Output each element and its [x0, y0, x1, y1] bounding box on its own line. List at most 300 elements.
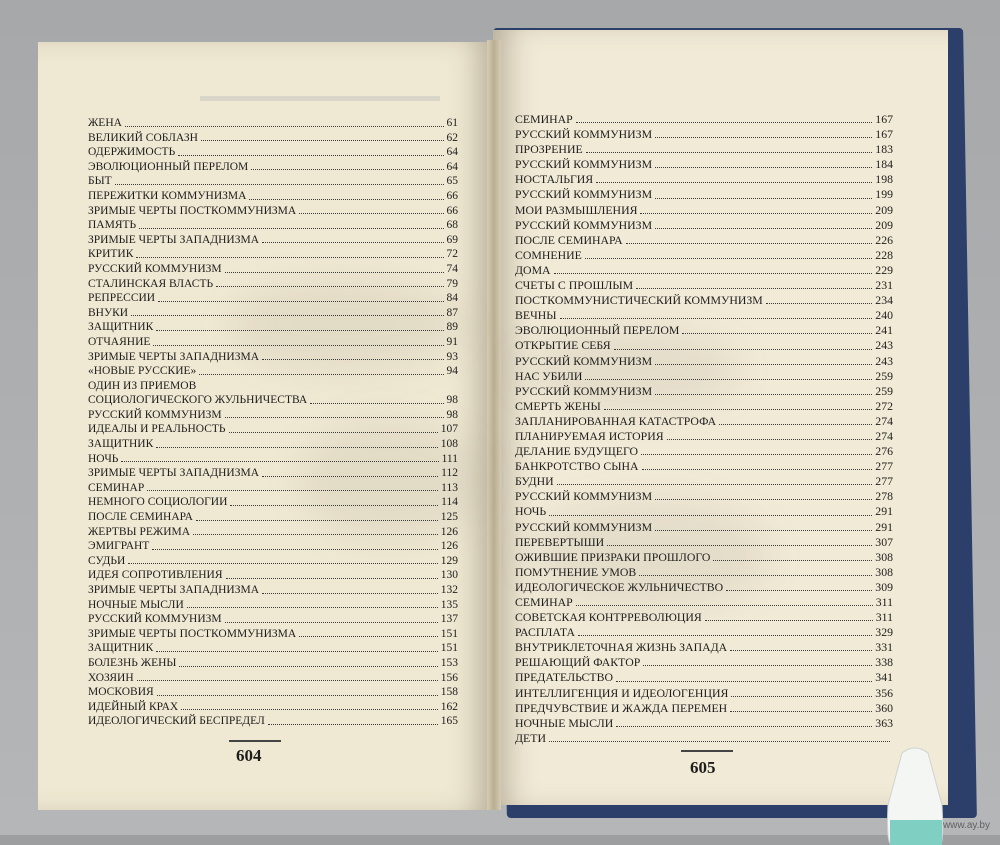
toc-entry-page: 231 [875, 278, 893, 293]
toc-entry [88, 714, 458, 729]
toc-entry-page: 183 [875, 142, 893, 157]
toc-entry-title: ПЛАНИРУЕМАЯ ИСТОРИЯ [515, 428, 664, 443]
toc-leader-dots [655, 219, 872, 229]
toc-entry-page: 151 [440, 627, 458, 640]
toc-entry-title: СЕМИНАР [88, 481, 145, 494]
toc-leader-dots [596, 173, 872, 183]
toc-entry-title: РАСПЛАТА [515, 625, 575, 640]
toc-entry [515, 429, 893, 444]
toc-entry-title: ПОМУТНЕНИЕ УМОВ [515, 564, 637, 579]
toc-entry-page: 311 [875, 610, 893, 625]
toc-entry-title: РУССКИЙ КОММУНИЗМ [515, 157, 653, 172]
toc-entry-page: 331 [875, 640, 893, 655]
toc-entry-title: НОЧЬ [88, 452, 119, 465]
toc-entry-page: 341 [875, 670, 893, 685]
toc-leader-dots [616, 672, 872, 682]
toc-entry-page: 79 [446, 277, 458, 290]
toc-leader-dots [131, 306, 443, 316]
toc-entry-title: РУССКИЙ КОММУНИЗМ [515, 217, 653, 232]
toc-entry-title: ИДЕЙНЫЙ КРАХ [88, 700, 179, 713]
toc-entry-page: 311 [875, 595, 893, 609]
toc-entry [88, 481, 458, 496]
toc-entry [515, 308, 893, 323]
toc-entry [515, 323, 893, 338]
toc-entry-page: 360 [875, 700, 893, 715]
toc-leader-dots [201, 131, 444, 141]
toc-entry-page: 132 [440, 584, 458, 596]
toc-entry-page: 363 [875, 715, 893, 730]
toc-entry-page: 126 [440, 540, 458, 553]
toc-leader-dots [225, 613, 438, 623]
toc-leader-dots [249, 190, 443, 200]
toc-leader-dots [128, 554, 437, 564]
toc-leader-dots [158, 292, 443, 302]
toc-entry-title: СОМНЕНИЕ [515, 247, 582, 262]
toc-entry-page: 259 [875, 368, 893, 383]
toc-entry-page: 113 [441, 481, 458, 494]
toc-entry-page: 338 [875, 655, 893, 670]
toc-entry [515, 157, 893, 172]
toc-leader-dots [713, 551, 872, 561]
toc-entry-page: 112 [441, 467, 458, 480]
toc-leader-dots [178, 146, 443, 156]
toc-entry [88, 466, 458, 481]
toc-leader-dots [136, 248, 443, 258]
toc-leader-dots [262, 584, 438, 594]
toc-entry-page: 62 [446, 131, 458, 144]
toc-entry-page: 228 [875, 247, 893, 262]
toc-entry-title: СОВЕТСКАЯ КОНТРРЕВОЛЮЦИЯ [515, 610, 702, 625]
toc-leader-dots [125, 117, 444, 127]
toc-entry-page: 240 [875, 308, 893, 323]
toc-entry-page: 89 [446, 321, 458, 334]
toc-entry [515, 248, 893, 263]
toc-entry-page: 356 [875, 685, 893, 700]
toc-entry [88, 641, 458, 656]
toc-entry [88, 612, 458, 627]
toc-right-list [515, 112, 893, 746]
toc-leader-dots [655, 189, 872, 199]
toc-entry-title: ОТКРЫТИЕ СЕБЯ [515, 338, 611, 353]
toc-entry-page: 74 [446, 262, 458, 275]
toc-entry [515, 338, 893, 353]
toc-entry-page: 229 [875, 262, 893, 277]
toc-entry-title: ПОСЛЕ СЕМИНАРА [88, 511, 193, 524]
toc-entry-title: ЗРИМЫЕ ЧЕРТЫ ПОСТКОММУНИЗМА [88, 204, 297, 217]
toc-entry-title: СУДЬИ [88, 554, 126, 567]
toc-leader-dots [642, 460, 873, 470]
toc-entry [515, 580, 893, 595]
toc-entry [88, 116, 458, 131]
toc-entry-page: 307 [875, 534, 893, 549]
toc-leader-dots [640, 204, 872, 214]
toc-entry [88, 685, 458, 700]
toc-entry-title: РУССКИЙ КОММУНИЗМ [515, 489, 653, 504]
toc-entry [515, 142, 893, 157]
toc-entry [88, 656, 458, 671]
toc-leader-dots [147, 481, 438, 491]
toc-entry [515, 444, 893, 459]
toc-leader-dots [229, 423, 438, 433]
right-page-number: 605 [690, 758, 716, 777]
toc-entry-title: НЕМНОГО СОЦИОЛОГИИ [88, 496, 228, 509]
toc-entry-page: 156 [440, 671, 458, 684]
toc-entry-title: ДЕТИ [515, 730, 546, 745]
toc-leader-dots [705, 611, 873, 621]
toc-entry-title: РУССКИЙ КОММУНИЗМ [515, 127, 653, 142]
toc-entry-title: БОЛЕЗНЬ ЖЕНЫ [88, 656, 177, 669]
toc-entry [88, 437, 458, 452]
toc-entry [88, 598, 458, 613]
toc-entry [88, 379, 458, 394]
toc-leader-dots [262, 233, 443, 243]
toc-entry-title: ПЕРЕВЕРТЫШИ [515, 534, 605, 549]
toc-leader-dots [137, 671, 438, 681]
toc-entry-title: ПРОЗРЕНИЕ [515, 142, 583, 157]
toc-entry-page: 137 [440, 613, 458, 626]
toc-leader-dots [626, 234, 873, 244]
toc-entry [88, 627, 458, 642]
toc-left-list [88, 116, 458, 729]
toc-entry-title: ЗАЩИТНИК [88, 642, 154, 655]
toc-entry [88, 247, 458, 262]
toc-entry-title: ЭВОЛЮЦИОННЫЙ ПЕРЕЛОМ [515, 323, 680, 338]
toc-entry-page: 199 [875, 187, 893, 202]
toc-entry-title: ВНУКИ [88, 306, 129, 319]
toc-entry-page: 94 [446, 365, 458, 378]
toc-entry-page: 241 [875, 323, 893, 338]
toc-entry [88, 539, 458, 554]
toc-entry [515, 414, 893, 429]
toc-entry [515, 504, 893, 519]
toc-entry-title: ПАМЯТЬ [88, 219, 137, 232]
toc-leader-dots [730, 702, 872, 712]
toc-entry-title: ХОЗЯИН [88, 671, 134, 684]
toc-entry-title: ИНТЕЛЛИГЕНЦИЯ И ИДЕОЛОГЕНЦИЯ [515, 685, 729, 700]
toc-entry-title: ОДИН ИЗ ПРИЕМОВ [88, 379, 197, 392]
toc-entry-title: ЗРИМЫЕ ЧЕРТЫ ЗАПАДНИЗМА [88, 233, 260, 246]
toc-entry [88, 218, 458, 233]
toc-entry-page: 308 [875, 549, 893, 564]
toc-leader-dots [549, 506, 872, 516]
toc-entry-title: РУССКИЙ КОММУНИЗМ [515, 519, 653, 534]
toc-entry [515, 187, 893, 202]
toc-leader-dots [614, 340, 873, 350]
toc-leader-dots [731, 687, 872, 697]
toc-leader-dots [115, 175, 444, 185]
toc-leader-dots [560, 309, 873, 319]
toc-entry-title: ЗРИМЫЕ ЧЕРТЫ ЗАПАДНИЗМА [88, 350, 260, 363]
toc-entry-title: СМЕРТЬ ЖЕНЫ [515, 398, 601, 413]
toc-leader-dots [655, 490, 872, 500]
toc-entry-page: 61 [446, 117, 458, 129]
page-number-rule [229, 740, 281, 742]
toc-entry [88, 160, 458, 175]
toc-entry-page: 93 [446, 350, 458, 363]
toc-entry-title: РЕПРЕССИИ [88, 292, 156, 305]
toc-entry-title: ВНУТРИКЛЕТОЧНАЯ ЖИЗНЬ ЗАПАДА [515, 640, 728, 655]
toc-entry-title: БУДНИ [515, 474, 554, 489]
toc-entry [515, 459, 893, 474]
toc-entry-title: ВЕЛИКИЙ СОБЛАЗН [88, 131, 198, 144]
toc-leader-dots [196, 511, 438, 521]
toc-entry [88, 510, 458, 525]
toc-entry-page: 114 [441, 496, 458, 509]
toc-leader-dots [585, 249, 872, 259]
toc-leader-dots [576, 596, 873, 606]
toc-entry-page: 165 [440, 715, 458, 728]
toc-entry-page: 277 [875, 474, 893, 489]
toc-leader-dots [268, 715, 438, 725]
toc-entry-page: 274 [875, 413, 893, 428]
toc-entry [88, 204, 458, 219]
toc-entry [515, 203, 893, 218]
toc-entry [88, 452, 458, 467]
toc-leader-dots [262, 467, 438, 477]
toc-entry-title: ДОМА [515, 262, 551, 277]
toc-leader-dots [655, 355, 872, 365]
watermark-text: www.ay.by [942, 820, 990, 831]
toc-leader-dots [641, 445, 872, 455]
toc-entry [88, 554, 458, 569]
toc-leader-dots [153, 336, 443, 346]
toc-entry-title: РУССКИЙ КОММУНИЗМ [88, 613, 222, 626]
toc-entry-page: 272 [875, 398, 893, 413]
toc-leader-dots [667, 430, 873, 440]
toc-leader-dots [554, 264, 873, 274]
toc-leader-dots [578, 626, 872, 636]
toc-entry-title: РУССКИЙ КОММУНИЗМ [515, 187, 653, 202]
toc-entry-page: 135 [440, 598, 458, 611]
toc-entry-title: СЕМИНАР [515, 112, 573, 126]
toc-entry [88, 291, 458, 306]
toc-leader-dots [604, 400, 873, 410]
toc-leader-dots [226, 569, 438, 579]
toc-leader-dots [216, 277, 443, 287]
toc-entry-title: НОСТАЛЬГИЯ [515, 172, 594, 187]
toc-entry [515, 474, 893, 489]
toc-entry-page: 72 [446, 248, 458, 261]
toc-leader-dots [230, 496, 438, 506]
toc-leader-dots [655, 385, 872, 395]
toc-entry [88, 350, 458, 365]
toc-entry-title: МОИ РАЗМЫШЛЕНИЯ [515, 202, 638, 217]
tube-cap-icon [880, 745, 950, 845]
toc-entry [515, 293, 893, 308]
toc-entry-page: 308 [875, 564, 893, 579]
toc-entry [88, 495, 458, 510]
toc-leader-dots [585, 370, 872, 380]
toc-entry-title: ИДЕОЛОГИЧЕСКОЕ ЖУЛЬНИЧЕСТВО [515, 579, 724, 594]
toc-leader-dots [139, 219, 443, 229]
toc-entry [88, 393, 458, 408]
toc-entry-page: 98 [446, 394, 458, 407]
toc-leader-dots [557, 475, 873, 485]
toc-leader-dots [179, 657, 437, 667]
toc-entry-title: СЕМИНАР [515, 595, 573, 609]
toc-entry [515, 565, 893, 580]
toc-entry [88, 306, 458, 321]
toc-leader-dots [616, 717, 872, 727]
toc-entry-page: 129 [440, 554, 458, 567]
toc-entry-title: ЭМИГРАНТ [88, 540, 150, 553]
toc-entry [515, 610, 893, 625]
toc-entry-title: ЗАПЛАНИРОВАННАЯ КАТАСТРОФА [515, 413, 717, 428]
toc-entry [515, 716, 893, 731]
toc-entry-title: РУССКИЙ КОММУНИЗМ [88, 262, 222, 275]
toc-entry [88, 408, 458, 423]
toc-entry-title: ДЕЛАНИЕ БУДУЩЕГО [515, 444, 639, 459]
toc-entry-page: 209 [875, 217, 893, 232]
toc-entry-page: 64 [446, 146, 458, 159]
toc-entry [515, 731, 893, 746]
toc-entry-title: НОЧНЫЕ МЫСЛИ [515, 715, 614, 730]
toc-entry-title: НОЧЬ [515, 504, 547, 519]
toc-entry [515, 625, 893, 640]
toc-entry [515, 384, 893, 399]
toc-entry-title: РУССКИЙ КОММУНИЗМ [515, 353, 653, 368]
toc-entry [515, 670, 893, 685]
toc-leader-dots [121, 452, 438, 462]
toc-entry [88, 568, 458, 583]
toc-entry-title: СОЦИОЛОГИЧЕСКОГО ЖУЛЬНИЧЕСТВА [88, 394, 308, 407]
toc-entry-page: 98 [446, 408, 458, 421]
toc-leader-dots [586, 143, 873, 153]
toc-leader-dots [225, 408, 444, 418]
toc-entry-page: 153 [440, 656, 458, 669]
toc-entry-title: ОТЧАЯНИЕ [88, 335, 151, 348]
toc-leader-dots [719, 415, 872, 425]
toc-entry [515, 354, 893, 369]
toc-entry [515, 595, 893, 610]
toc-entry [515, 535, 893, 550]
toc-entry-title: ПЕРЕЖИТКИ КОММУНИЗМА [88, 189, 247, 202]
toc-entry [515, 263, 893, 278]
toc-entry [515, 489, 893, 504]
toc-entry-page: 291 [875, 519, 893, 534]
toc-entry [515, 686, 893, 701]
toc-entry-page: 91 [446, 335, 458, 348]
toc-leader-dots [299, 204, 443, 214]
toc-entry [515, 520, 893, 535]
toc-entry-page: 274 [875, 428, 893, 443]
toc-entry [88, 233, 458, 248]
toc-entry-page: 243 [875, 353, 893, 368]
toc-entry [515, 127, 893, 142]
toc-entry [88, 700, 458, 715]
toc-leader-dots [682, 324, 872, 334]
toc-entry-title: ПРЕДАТЕЛЬСТВО [515, 670, 614, 685]
toc-leader-dots [766, 294, 873, 304]
toc-entry-title: ПОСЛЕ СЕМИНАРА [515, 232, 623, 247]
toc-entry-page: 108 [440, 438, 458, 451]
toc-entry-page: 277 [875, 459, 893, 474]
toc-entry-page: 234 [875, 293, 893, 308]
toc-leader-dots [181, 700, 438, 710]
toc-leader-dots [156, 438, 437, 448]
toc-entry-page: 69 [446, 233, 458, 246]
toc-entry-title: РУССКИЙ КОММУНИЗМ [88, 408, 222, 421]
toc-leader-dots [655, 521, 872, 531]
toc-entry-page: 158 [440, 686, 458, 699]
toc-entry [88, 422, 458, 437]
toc-entry-page: 130 [440, 569, 458, 582]
toc-entry [88, 145, 458, 160]
toc-leader-dots [251, 160, 443, 170]
toc-entry-page: 226 [875, 232, 893, 247]
page-number-rule [681, 750, 733, 752]
toc-leader-dots [730, 641, 872, 651]
toc-entry-page: 209 [875, 202, 893, 217]
toc-entry-page: 66 [446, 189, 458, 202]
toc-entry-title: НОЧНЫЕ МЫСЛИ [88, 598, 184, 611]
toc-entry-title: ОЖИВШИЕ ПРИЗРАКИ ПРОШЛОГО [515, 549, 711, 564]
toc-entry [88, 174, 458, 189]
toc-entry-page: 111 [441, 452, 458, 465]
toc-entry-title: ПРЕДЧУВСТВИЕ И ЖАЖДА ПЕРЕМЕН [515, 700, 728, 715]
toc-entry-page: 278 [875, 489, 893, 504]
toc-entry-title: ОДЕРЖИМОСТЬ [88, 146, 176, 159]
toc-entry-page: 66 [446, 204, 458, 217]
toc-leader-dots [607, 536, 872, 546]
toc-leader-dots [576, 113, 873, 123]
toc-entry-title: ПОСТКОММУНИСТИЧЕСКИЙ КОММУНИЗМ [515, 293, 763, 308]
toc-entry-title: ВЕЧНЫ [515, 308, 557, 323]
toc-entry-title: ЖЕНА [88, 117, 122, 129]
toc-entry-title: МОСКОВИЯ [88, 686, 154, 699]
toc-entry [88, 583, 458, 598]
toc-entry-title: НАС УБИЛИ [515, 368, 583, 383]
toc-leader-dots [157, 686, 438, 696]
toc-entry [88, 262, 458, 277]
toc-entry-page: 107 [440, 423, 458, 436]
toc-entry [515, 369, 893, 384]
toc-entry-title: «НОВЫЕ РУССКИЕ» [88, 365, 197, 378]
toc-entry [515, 218, 893, 233]
toc-leader-dots [726, 581, 872, 591]
toc-entry-title: СТАЛИНСКАЯ ВЛАСТЬ [88, 277, 214, 290]
toc-entry-page: 162 [440, 700, 458, 713]
toc-entry-title: БАНКРОТСТВО СЫНА [515, 459, 639, 474]
toc-entry-title: ИДЕЯ СОПРОТИВЛЕНИЯ [88, 569, 223, 582]
toc-entry-page: 125 [440, 511, 458, 524]
toc-entry-title: ИДЕОЛОГИЧЕСКИЙ БЕСПРЕДЕЛ [88, 715, 265, 728]
toc-entry-page: 276 [875, 444, 893, 459]
toc-entry-page: 87 [446, 306, 458, 319]
toc-entry [88, 525, 458, 540]
toc-entry [88, 320, 458, 335]
toc-leader-dots [156, 642, 437, 652]
toc-entry [88, 335, 458, 350]
toc-entry [88, 364, 458, 379]
toc-entry-page: 167 [875, 127, 893, 142]
toc-entry-page: 151 [440, 642, 458, 655]
toc-entry [515, 640, 893, 655]
toc-entry-page: 64 [446, 160, 458, 173]
toc-entry-title: КРИТИК [88, 248, 134, 261]
toc-leader-dots [262, 350, 443, 360]
toc-entry [515, 399, 893, 414]
toc-entry-page: 68 [446, 219, 458, 232]
toc-entry [88, 189, 458, 204]
toc-entry-page: 309 [875, 579, 893, 594]
toc-entry-title: ЭВОЛЮЦИОННЫЙ ПЕРЕЛОМ [88, 160, 249, 173]
toc-entry-title: ЗАЩИТНИК [88, 438, 154, 451]
toc-leader-dots [187, 598, 438, 608]
toc-entry-title: РУССКИЙ КОММУНИЗМ [515, 383, 653, 398]
toc-entry-page: 126 [440, 525, 458, 538]
toc-leader-dots [225, 263, 444, 273]
